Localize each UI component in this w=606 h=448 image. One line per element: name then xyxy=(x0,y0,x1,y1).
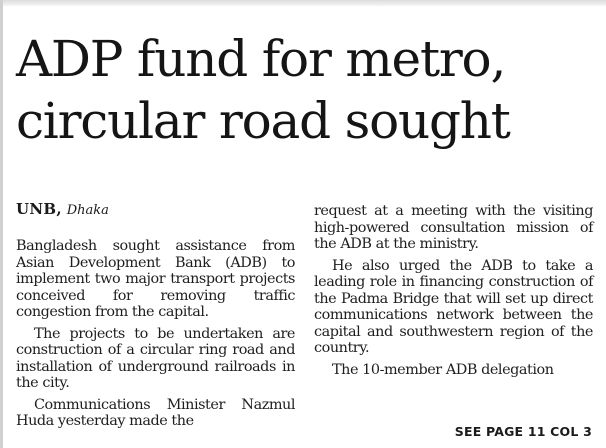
paragraph: The projects to be undertaken are construction of a circular ring road and installation of underground railroads in the city. xyxy=(16,325,295,391)
paragraph: Communications Minister Nazmul Huda yesterday made the xyxy=(16,396,295,429)
byline xyxy=(16,200,109,220)
headline-line-2: circular road sought xyxy=(16,92,510,150)
byline-agency: UNB, xyxy=(16,200,62,218)
paragraph: He also urged the ADB to take a leading role in financing construction of the Padma Bridge that will set up direct communications network between the capital and southwestern region of the country. xyxy=(314,257,593,356)
article-column-1 xyxy=(16,238,295,430)
left-rule xyxy=(0,0,3,448)
article-column-2 xyxy=(314,203,593,378)
paragraph: Bangladesh sought assistance from Asian Development Bank (ADB) to implement two major transport projects conceived for removing traffic congestion from the capital. xyxy=(16,238,295,320)
paragraph: request at a meeting with the visiting high-powered consultation mission of the ADB at the ministry. xyxy=(314,203,593,252)
headline-line-1: ADP fund for metro, xyxy=(16,30,506,88)
top-rule xyxy=(0,0,606,6)
paragraph: The 10-member ADB delegation xyxy=(332,361,554,378)
headline xyxy=(16,28,601,152)
byline-place: Dhaka xyxy=(66,203,109,218)
continued-on-page-note: SEE PAGE 11 COL 3 xyxy=(454,424,592,439)
